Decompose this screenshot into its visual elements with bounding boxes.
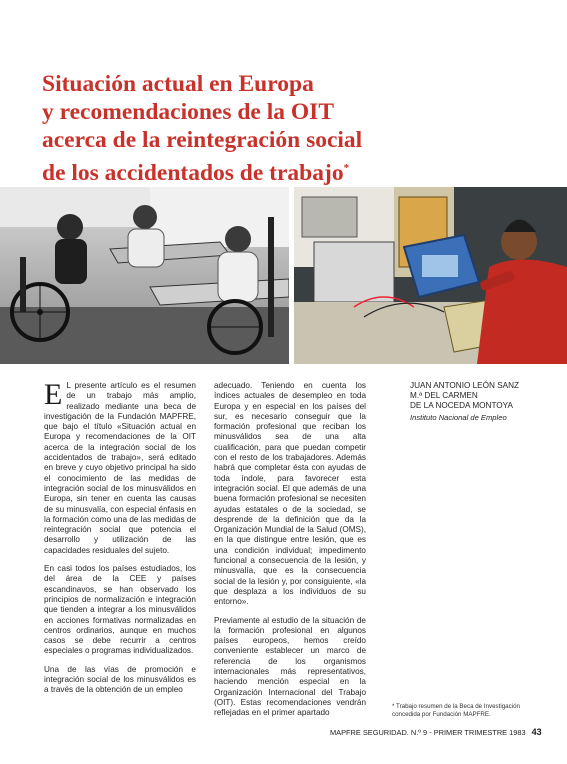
footnote: * Trabajo resumen de la Beca de Investigación concedida por Fundación MAPFRE. xyxy=(392,703,520,718)
title-line-2: y recomendaciones de la OIT xyxy=(42,99,334,125)
author-name-3: DE LA NOCEDA MONTOYA xyxy=(410,401,513,410)
dropcap: E xyxy=(44,378,63,411)
paragraph: Previamente al estudio de la situación de la formación profesional en algunos países europeos, hemos creído conveniente establecer un marco de referencia de los organismos internacionales más representativos, haciendo mención especial en la Organización Internacional del Trabajo (OIT). Estas recomendaciones vendrán reflejadas en el primer apartado xyxy=(214,615,366,718)
paragraph: Una de las vías de promoción e integración social de los minusválidos es a través de la obtención de un empleo xyxy=(44,664,196,695)
article-title xyxy=(42,70,462,187)
classroom-photo xyxy=(0,187,289,364)
classroom-photo-icon xyxy=(0,187,289,364)
electronics-workshop-photo-icon xyxy=(294,187,567,364)
title-line-1: Situación actual en Europa xyxy=(42,71,314,97)
paragraph: En casi todos los países estudiados, los del área de la CEE y países escandinavos, se han observado los principios de normalización e integración que tienden a integrar a los minusválidos en acciones formativas normalizadas en centros ordinarios, aunque en muchos casos se debe recurrir a centros especiales o programas individualizados. xyxy=(44,564,196,656)
paragraph: E L presente artículo es el resumen de un trabajo más amplio, realizado mediante una beca de investigación de la Fundación MAPFRE, que bajo el título «Situación actual en Europa y recomendaciones de la OIT acerca de la integración social de los accidentados de trabajo», será editado en breve y cuyo objetivo principal ha sido el conocimiento de las medidas de integración social de los minusválidos en Europa, sin tener en cuenta las causas de su minusvalía, con especial énfasis en la formación como una de las medidas de reintegración social que potencia el desarrollo y utilización de las capacidades residuales del sujeto. xyxy=(44,378,196,555)
author-block xyxy=(410,381,540,423)
publication-info: MAPFRE SEGURIDAD. N.º 9 - PRIMER TRIMESTRE 1983 xyxy=(330,728,526,737)
author-name-2: M.ª DEL CARMEN xyxy=(410,391,478,400)
workshop-photo xyxy=(294,187,567,364)
body-column-2 xyxy=(214,381,366,727)
title-line-4: de los accidentados de trabajo xyxy=(42,159,344,186)
author-name-1: JUAN ANTONIO LEÓN SANZ xyxy=(410,381,520,390)
page-footer xyxy=(330,727,540,737)
title-line-3: acerca de la reintegración social xyxy=(42,127,363,153)
body-column-1 xyxy=(44,378,196,704)
title-footnote-mark: * xyxy=(343,162,350,174)
page-number: 43 xyxy=(531,727,542,737)
author-institution: Instituto Nacional de Empleo xyxy=(410,413,507,422)
paragraph: adecuado. Teniendo en cuenta los índices actuales de desempleo en toda Europa y en especial en los países del sur, es necesario conseguir que la formación profesional que reciban los minusválidos sea de una alta cualificación, para que puedan competir con el resto de los trabajadores. Además habrá que completar ésta con ayudas de toda índole, para favorecer esta integración social. El que además de una buena formación profesional se necesiten ayudas estatales o de la sociedad, se desprende de la definición que da la Organización Mundial de la Salud (OMS), en la que distingue entre lesión, que es una condición individual; impedimento funcional a consecuencia de la lesión, y minusvalía, que es la consecuencia social de la lesión y, por consiguiente, «la que desplaza a los individuos de su entorno». xyxy=(214,381,366,607)
